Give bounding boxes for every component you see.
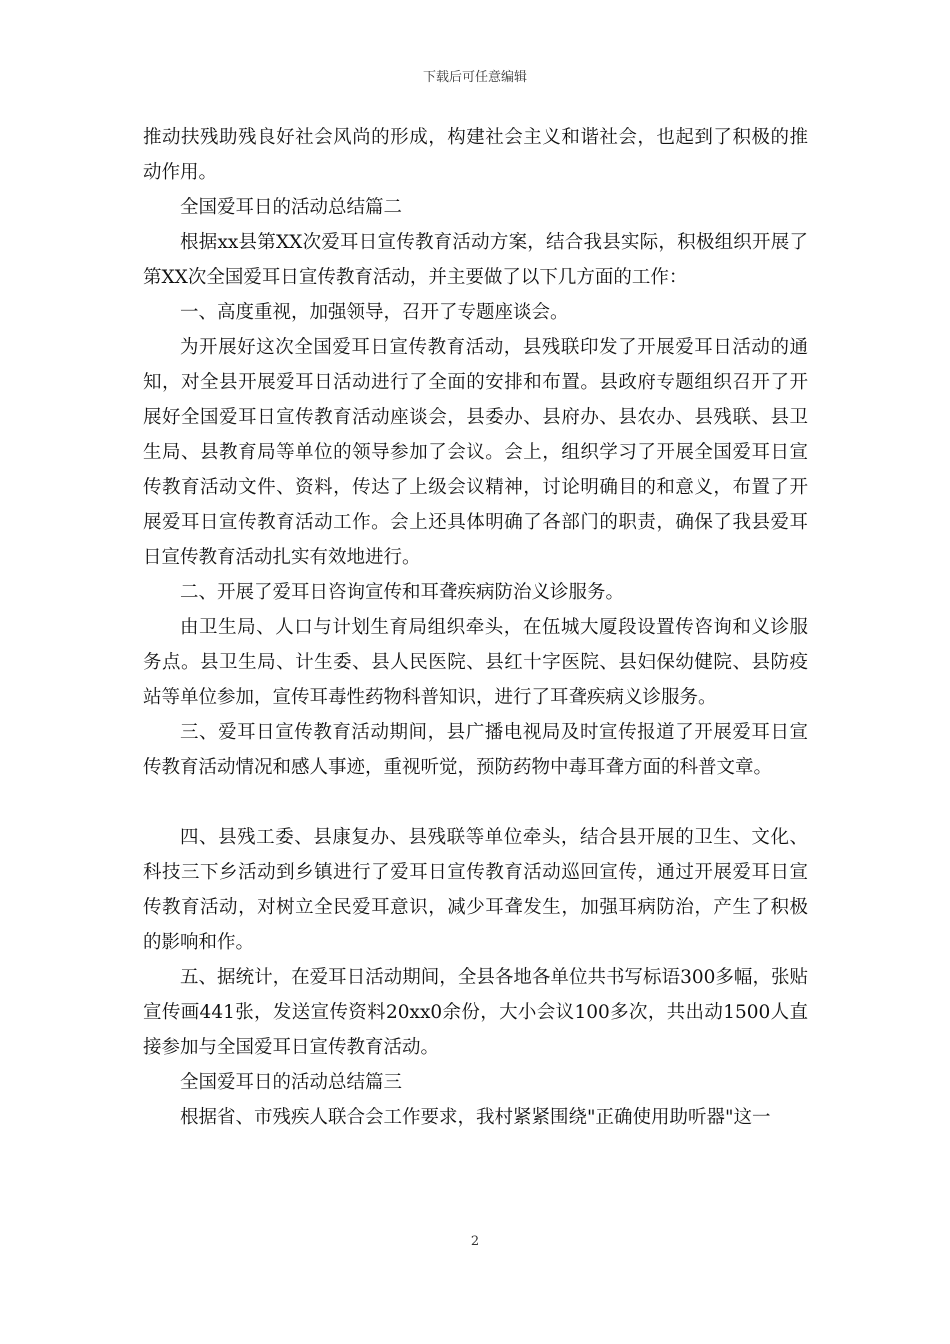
section-title-part-two: 全国爱耳日的活动总结篇二 (180, 197, 403, 218)
paragraph: 三、爱耳日宣传教育活动期间，县广播电视局及时宣传报道了开展爱耳日宣传教育活动情况和感人事迹，重视听觉，预防药物中毒耳聋方面的科普文章。 (143, 722, 808, 778)
paragraph: 四、县残工委、县康复办、县残联等单位牵头，结合县开展的卫生、文化、科技三下乡活动到乡镇进行了爱耳日宣传教育活动巡回宣传，通过开展爱耳日宣传教育活动，对树立全民爱耳意识，减少耳聋发生，加强耳病防治，产生了积极的影响和作。 (143, 827, 808, 953)
section-title-part-three: 全国爱耳日的活动总结篇三 (180, 1072, 403, 1093)
blank-line (143, 785, 808, 820)
paragraph: 五、据统计，在爱耳日活动期间，全县各地各单位共书写标语300多幅，张贴宣传画441张，发送宣传资料20xx0余份，大小会议100多次，共出动1500人直接参加与全国爱耳日宣传教育活动。 (143, 967, 808, 1058)
paragraph: 一、高度重视，加强领导，召开了专题座谈会。 (180, 302, 569, 323)
paragraph: 根据xx县第XX次爱耳日宣传教育活动方案，结合我县实际，积极组织开展了第XX次全国爱耳日宣传教育活动，并主要做了以下几方面的工作： (143, 232, 808, 288)
page-number: 2 (470, 1234, 480, 1249)
page-header: 下载后可任意编辑 (422, 70, 527, 85)
paragraph-continuation: 推动扶残助残良好社会风尚的形成，构建社会主义和谐社会，也起到了积极的推动作用。 (143, 127, 808, 183)
paragraph: 由卫生局、人口与计划生育局组织牵头，在伍城大厦段设置传咨询和义诊服务点。县卫生局、计生委、县人民医院、县红十字医院、县妇保幼健院、县防疫站等单位参加，宣传耳毒性药物科普知识，进行了耳聋疾病义诊服务。 (143, 617, 808, 708)
document-body (143, 120, 808, 1135)
paragraph: 根据省、市残疾人联合会工作要求，我村紧紧围绕"正确使用助听器"这一 (180, 1107, 771, 1128)
paragraph: 为开展好这次全国爱耳日宣传教育活动，县残联印发了开展爱耳日活动的通知，对全县开展爱耳日活动进行了全面的安排和布置。县政府专题组织召开了开展好全国爱耳日宣传教育活动座谈会，县委办、县府办、县农办、县残联、县卫生局、县教育局等单位的领导参加了会议。会上，组织学习了开展全国爱耳日宣传教育活动文件、资料，传达了上级会议精神，讨论明确目的和意义，布置了开展爱耳日宣传教育活动工作。会上还具体明确了各部门的职责，确保了我县爱耳日宣传教育活动扎实有效地进行。 (143, 337, 808, 568)
paragraph: 二、开展了爱耳日咨询宣传和耳聋疾病防治义诊服务。 (180, 582, 625, 603)
